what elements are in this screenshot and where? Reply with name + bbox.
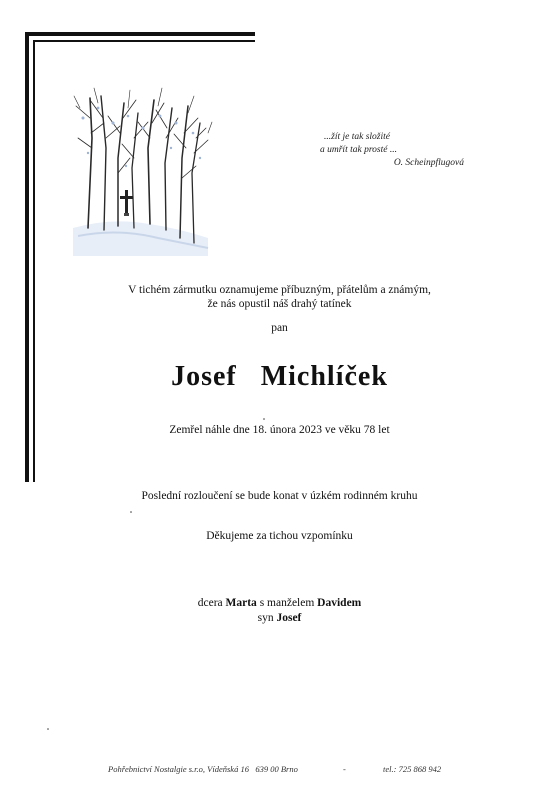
- mourner-name-josef: Josef: [276, 612, 302, 624]
- footer-separator: -: [343, 764, 346, 774]
- mourners-relation-son: syn: [257, 612, 277, 624]
- mourners-relation-daughter: dcera: [197, 597, 226, 609]
- scan-speck: [130, 511, 132, 513]
- footer-phone: tel.: 725 868 942: [383, 764, 442, 774]
- announcement-line-1: V tichém zármutku oznamujeme příbuzným, přátelům a známým,: [128, 284, 431, 296]
- winter-trees-cross-illustration: [68, 78, 213, 256]
- mourner-name-david: Davidem: [317, 597, 362, 609]
- death-notice: Zemřel náhle dne 18. února 2023 ve věku 78 let: [169, 424, 390, 436]
- scan-speck: [263, 418, 265, 420]
- quote-line-2: a umřít tak prosté ...: [320, 145, 397, 155]
- quote-line-1: ...žít je tak složité: [324, 132, 390, 142]
- mourners-line-2: [0, 611, 559, 626]
- scan-speck: [47, 728, 49, 730]
- mourners-list: [0, 596, 559, 626]
- border-top-inner: [33, 40, 255, 42]
- announcement-line-2: že nás opustil náš drahý tatínek: [207, 298, 352, 310]
- border-left-inner: [33, 40, 35, 482]
- title-word: pan: [271, 322, 288, 334]
- mourners-line-1: [0, 596, 559, 611]
- farewell-note: Poslední rozloučení se bude konat v úzkém rodinném kruhu: [141, 490, 418, 502]
- mourner-name-marta: Marta: [225, 597, 257, 609]
- footer-company: Pohřebnictví Nostalgie s.r.o, Vídeňská 16 639 00 Brno: [108, 764, 298, 774]
- announcement: [0, 283, 559, 311]
- mourners-relation-husband: s manželem: [256, 597, 318, 609]
- quote-author: O. Scheinpflugová: [393, 158, 464, 168]
- thanks-note: Děkujeme za tichou vzpomínku: [206, 530, 353, 542]
- border-left-outer: [25, 32, 29, 482]
- deceased-name: Josef Michlíček: [171, 361, 388, 392]
- cross-icon: [120, 190, 133, 216]
- border-top-outer: [25, 32, 255, 36]
- epigraph-quote: [300, 131, 464, 170]
